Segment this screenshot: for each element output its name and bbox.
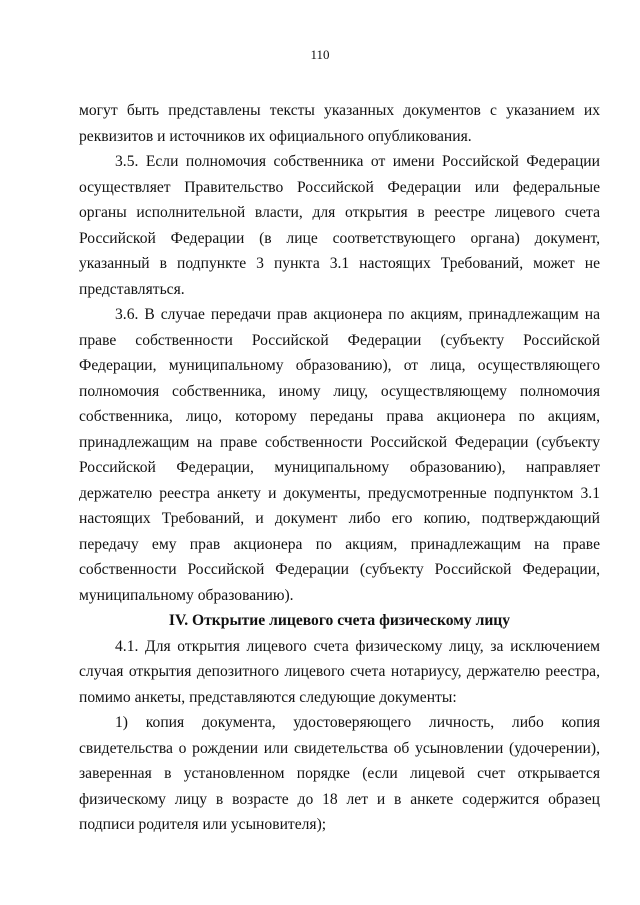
document-body <box>79 98 600 838</box>
paragraph-continuation: могут быть представлены тексты указанных документов с указанием их реквизитов и источников их официального опубликования. <box>79 102 600 145</box>
section-heading: IV. Открытие лицевого счета физическому лицу <box>168 612 511 629</box>
paragraph-3-5: 3.5. Если полномочия собственника от имени Российской Федерации осуществляет Правительство Российской Федерации или федеральные органы исполнительной власти, для открытия в реестре лицевого счета Российской Федерации (в лице соответствующего органа) документ, указанный в подпункте 3 пункта 3.1 настоящих Требований, может не представляться. <box>79 153 600 298</box>
paragraph-3-6: 3.6. В случае передачи прав акционера по акциям, принадлежащим на праве собственности Российской Федерации (субъекту Российской Федерации, муниципальному образованию), от лица, осуществляющего полномочия собственника, иному лицу, осуществляющему полномочия собственника, лицо, которому переданы права акционера по акциям, принадлежащим на праве собственности Российской Федерации (субъекту Российской Федерации, муниципальному образованию), направляет держателю реестра анкету и документы, предусмотренные подпунктом 3.1 настоящих Требований, и документ либо его копию, подтверждающий передачу ему прав акционера по акциям, принадлежащим на праве собственности Российской Федерации (субъекту Российской Федерации, муниципальному образованию). <box>79 306 600 604</box>
paragraph-4-1-item-1: 1) копия документа, удостоверяющего личность, либо копия свидетельства о рождении или свидетельства об усыновлении (удочерении), заверенная в установленном порядке (если лицевой счет открывается физическому лицу в возрасте до 18 лет и в анкете содержится образец подписи родителя или усыновителя); <box>79 714 600 833</box>
page-number: 110 <box>310 47 330 62</box>
paragraph-4-1: 4.1. Для открытия лицевого счета физическому лицу, за исключением случая открытия депозитного лицевого счета нотариусу, держателю реестра, помимо анкеты, представляются следующие документы: <box>79 637 600 706</box>
